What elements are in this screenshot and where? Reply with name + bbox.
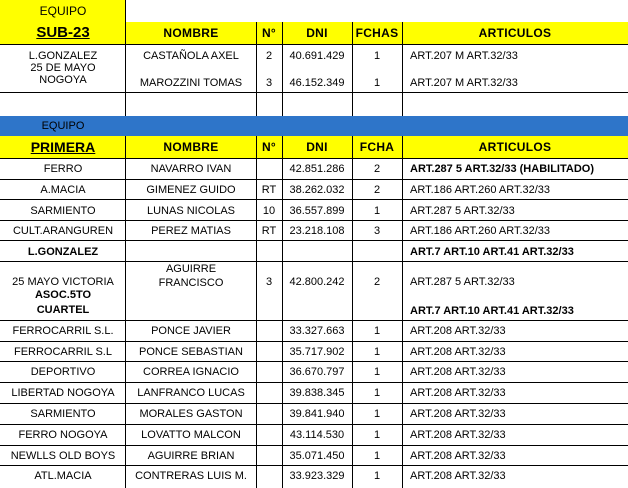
grid-line [0, 382, 628, 383]
sub23-row2-art: ART.207 M ART.32/33 [410, 77, 518, 89]
primera-row-num: RT [261, 183, 277, 196]
primera-row-dni: 35.071.450 [289, 449, 345, 462]
primera-row-nombre: GIMENEZ GUIDO [146, 183, 236, 196]
primera-equipo-label: EQUIPO [41, 120, 85, 132]
sub23-club-1: L.GONZALEZ [28, 50, 98, 62]
sub23-header-num: N° [256, 22, 282, 44]
primera-row-art: ART.287 5 ART.32/33 (HABILITADO) [410, 163, 594, 175]
grid-line [0, 403, 628, 404]
primera-row-fechas: 2 [373, 163, 381, 175]
primera-row-nombre: LOVATTO MALCON [141, 428, 241, 441]
sub23-header-dni: DNI [282, 22, 352, 44]
sub23-row2-fechas: 1 [373, 77, 381, 89]
sub23-row2-dni: 46.152.349 [289, 77, 345, 89]
primera-row-dni: 42.800.242 [289, 275, 345, 288]
primera-row-art: ART.208 ART.32/33 [410, 386, 506, 399]
primera-row-dni: 33.923.329 [289, 469, 345, 482]
primera-row-art: ART.208 ART.32/33 [410, 469, 506, 482]
grid-line [0, 424, 628, 425]
primera-row-club: ATL.MACIA [34, 469, 92, 482]
primera-row-fechas: 1 [373, 449, 381, 462]
sub23-row1-num: 2 [265, 50, 273, 62]
grid-line [0, 158, 628, 159]
sub23-clubs [0, 44, 126, 92]
grid-line [0, 261, 628, 262]
primera-row-art: ART.186 ART.260 ART.32/33 [410, 183, 551, 196]
primera-row-nombre: NAVARRO IVAN [150, 163, 232, 175]
primera-row-nombre: PEREZ MATIAS [151, 224, 231, 237]
primera-row-club: CULT.ARANGUREN [12, 224, 114, 237]
primera-row-art: ART.7 ART.10 ART.41 ART.32/33 [410, 245, 574, 258]
primera-header-num: N° [256, 136, 282, 158]
primera-row-nombre-2: FRANCISCO [158, 277, 224, 289]
primera-row-dni: 35.717.902 [289, 345, 345, 358]
primera-row-art: ART.208 ART.32/33 [410, 428, 506, 441]
sub23-club-2: 25 DE MAYO [30, 62, 96, 74]
primera-row-fechas: 1 [373, 204, 381, 217]
primera-row-club: NEWLLS OLD BOYS [10, 449, 116, 462]
grid-line [256, 136, 257, 488]
sub23-row1-dni: 40.691.429 [289, 50, 345, 62]
grid-line [0, 465, 628, 466]
primera-row-fechas: 2 [373, 275, 381, 288]
primera-row-fechas: 1 [373, 324, 381, 337]
sub23-row1-fechas: 1 [373, 50, 381, 62]
primera-row-dni: 38.262.032 [289, 183, 345, 196]
grid-line [0, 320, 628, 321]
grid-line [0, 445, 628, 446]
primera-row-dni: 42.851.286 [289, 163, 345, 175]
sub23-header-articulos: ARTICULOS [402, 22, 628, 44]
primera-row-club: FERROCARRIL S.L. [12, 324, 114, 337]
grid-line [0, 92, 628, 93]
grid-line [125, 136, 126, 488]
grid-line [352, 136, 353, 488]
primera-header-dni: DNI [282, 136, 352, 158]
grid-line [0, 179, 628, 180]
primera-row-club-assoc-2: CUARTEL [36, 304, 90, 316]
sub23-row2-num: 3 [265, 77, 273, 89]
primera-category: PRIMERA [0, 136, 126, 158]
primera-row-art: ART.208 ART.32/33 [410, 365, 506, 378]
primera-row-nombre: PONCE JAVIER [151, 324, 231, 337]
primera-row-art: ART.208 ART.32/33 [410, 324, 506, 337]
primera-row-num: 3 [265, 275, 273, 288]
primera-row-fechas: 1 [373, 428, 381, 441]
primera-row-club: FERROCARRIL S.L [13, 345, 112, 358]
primera-row-art: ART.287 5 ART.32/33 [410, 204, 515, 217]
sub23-row2-nombre: MAROZZINI TOMAS [139, 77, 243, 89]
primera-row-club: LIBERTAD NOGOYA [11, 386, 115, 399]
grid-line [282, 22, 283, 116]
primera-row-nombre: PONCE SEBASTIAN [139, 345, 243, 358]
primera-row-club: L.GONZALEZ [27, 245, 99, 258]
primera-row-club: 25 MAYO VICTORIA [12, 275, 114, 288]
primera-row-art: ART.208 ART.32/33 [410, 407, 506, 420]
primera-row-dni: 43.114.530 [289, 428, 345, 441]
primera-row-fechas: 2 [373, 183, 381, 196]
grid-line [0, 220, 628, 221]
primera-row-club: FERRO [43, 163, 83, 175]
grid-line [0, 199, 628, 200]
sub23-header-nombre: NOMBRE [126, 22, 256, 44]
primera-row-club: FERRO NOGOYA [18, 428, 108, 441]
primera-row-art: ART.208 ART.32/33 [410, 449, 506, 462]
primera-row-dni: 36.670.797 [289, 365, 345, 378]
primera-row-fechas: 1 [373, 365, 381, 378]
primera-row-club: SARMIENTO [30, 407, 96, 420]
primera-row-club-assoc: ASOC.5TO [34, 289, 92, 301]
primera-row-club: SARMIENTO [30, 204, 96, 217]
primera-row-nombre: LUNAS NICOLAS [146, 204, 236, 217]
grid-line [0, 341, 628, 342]
sub23-header-fechas: FCHAS [352, 22, 402, 44]
primera-row-num: RT [261, 224, 277, 237]
primera-header-fechas: FCHA [352, 136, 402, 158]
primera-row-art-2: ART.7 ART.10 ART.41 ART.32/33 [410, 304, 574, 317]
primera-row-fechas: 1 [373, 386, 381, 399]
grid-line [402, 22, 403, 116]
primera-header-nombre: NOMBRE [126, 136, 256, 158]
primera-row-nombre: CONTRERAS LUIS M. [135, 469, 247, 482]
grid-line [0, 44, 628, 45]
grid-line [125, 0, 126, 116]
grid-line [256, 22, 257, 116]
primera-row-dni: 36.557.899 [289, 204, 345, 217]
primera-row-dni: 33.327.663 [289, 324, 345, 337]
primera-row-fechas: 1 [373, 407, 381, 420]
primera-row-nombre: MORALES GASTON [139, 407, 243, 420]
grid-line [0, 240, 628, 241]
sub23-category: SUB-23 [0, 22, 126, 44]
grid-line [352, 22, 353, 116]
sub23-club-3: NOGOYA [39, 74, 87, 86]
primera-row-art: ART.208 ART.32/33 [410, 345, 506, 358]
primera-row-nombre: CORREA IGNACIO [143, 365, 239, 378]
primera-header-articulos: ARTICULOS [402, 136, 628, 158]
primera-row-art: ART.287 5 ART.32/33 [410, 275, 515, 288]
primera-row-art: ART.186 ART.260 ART.32/33 [410, 224, 551, 237]
primera-row-dni: 39.841.940 [289, 407, 345, 420]
primera-row-nombre: LANFRANCO LUCAS [137, 386, 245, 399]
primera-row-num: 10 [262, 204, 276, 217]
primera-row-club: A.MACIA [40, 183, 86, 196]
grid-line [282, 136, 283, 488]
primera-row-fechas: 1 [373, 345, 381, 358]
sub23-row1-art: ART.207 M ART.32/33 [410, 50, 518, 62]
primera-row-nombre: AGUIRRE BRIAN [147, 449, 235, 462]
primera-row-dni: 23.218.108 [289, 224, 345, 237]
primera-row-fechas: 3 [373, 224, 381, 237]
sub23-row1-nombre: CASTAÑOLA AXEL [143, 50, 239, 62]
primera-row-nombre: AGUIRRE [165, 263, 217, 275]
grid-line [402, 136, 403, 488]
grid-line [0, 361, 628, 362]
sub23-equipo-label: EQUIPO [0, 0, 126, 22]
primera-row-dni: 39.838.345 [289, 386, 345, 399]
primera-row-fechas: 1 [373, 469, 381, 482]
primera-row-club: DEPORTIVO [30, 365, 96, 378]
